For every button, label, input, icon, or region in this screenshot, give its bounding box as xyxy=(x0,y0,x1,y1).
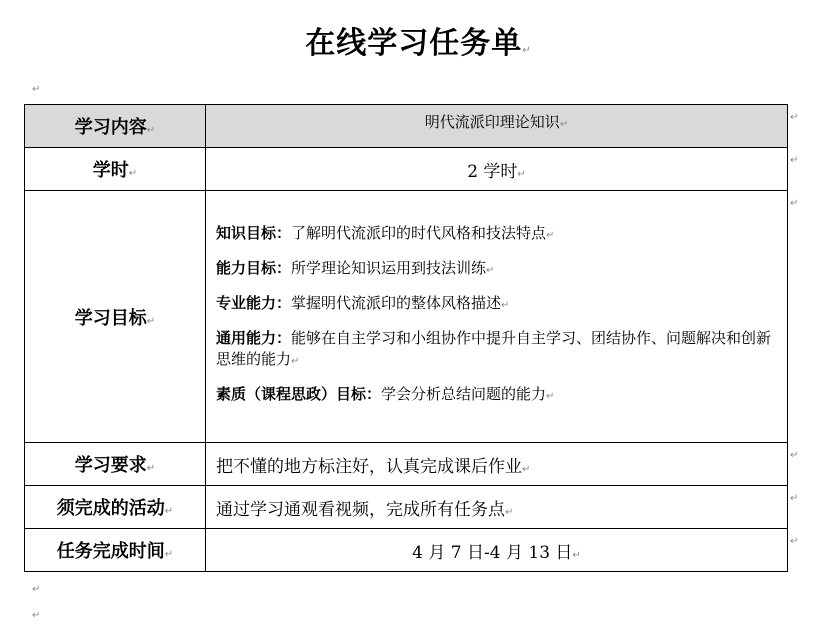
objective-professional: 专业能力：掌握明代流派印的整体风格描述↵ xyxy=(216,293,510,312)
paragraph-mark: ↵ xyxy=(32,610,41,621)
document-title xyxy=(0,18,837,62)
row-end-mark: ↵ xyxy=(790,450,799,461)
row-end-mark: ↵ xyxy=(790,112,799,123)
row-end-mark: ↵ xyxy=(790,493,799,504)
objective-quality: 素质（课程思政）目标：学会分析总结问题的能力↵ xyxy=(216,384,555,403)
value-activities: 通过学习通观看视频，完成所有任务点↵ xyxy=(206,486,788,529)
value-objectives xyxy=(206,191,788,443)
label-requirements: 学习要求↵ xyxy=(25,443,206,486)
value-deadline: 4 月 7 日-4 月 13 日↵ xyxy=(206,529,788,572)
row-content xyxy=(25,105,788,148)
value-content: 明代流派印理论知识↵ xyxy=(206,105,788,148)
row-activities xyxy=(25,486,788,529)
task-table xyxy=(24,104,788,572)
row-requirements xyxy=(25,443,788,486)
paragraph-mark: ↵ xyxy=(522,45,532,56)
paragraph-mark: ↵ xyxy=(32,584,41,595)
row-end-mark: ↵ xyxy=(790,155,799,166)
objective-knowledge: 知识目标：了解明代流派印的时代风格和技法特点↵ xyxy=(216,223,555,242)
label-objectives: 学习目标↵ xyxy=(25,191,206,443)
row-deadline xyxy=(25,529,788,572)
row-objectives xyxy=(25,191,788,443)
title-text: 在线学习任务单 xyxy=(305,26,523,61)
row-hours xyxy=(25,148,788,191)
label-deadline: 任务完成时间↵ xyxy=(25,529,206,572)
value-requirements: 把不懂的地方标注好，认真完成课后作业↵ xyxy=(206,443,788,486)
label-content: 学习内容↵ xyxy=(25,105,206,148)
label-activities: 须完成的活动↵ xyxy=(25,486,206,529)
value-hours: 2 学时↵ xyxy=(206,148,788,191)
label-hours: 学时↵ xyxy=(25,148,206,191)
objective-general: 通用能力：能够在自主学习和小组协作中提升自主学习、团结协作、问题解决和创新思维的能力↵ xyxy=(216,328,772,368)
objective-ability: 能力目标：所学理论知识运用到技法训练↵ xyxy=(216,258,495,277)
row-end-mark: ↵ xyxy=(790,198,799,209)
paragraph-mark: ↵ xyxy=(32,84,41,95)
row-end-mark: ↵ xyxy=(790,536,799,547)
